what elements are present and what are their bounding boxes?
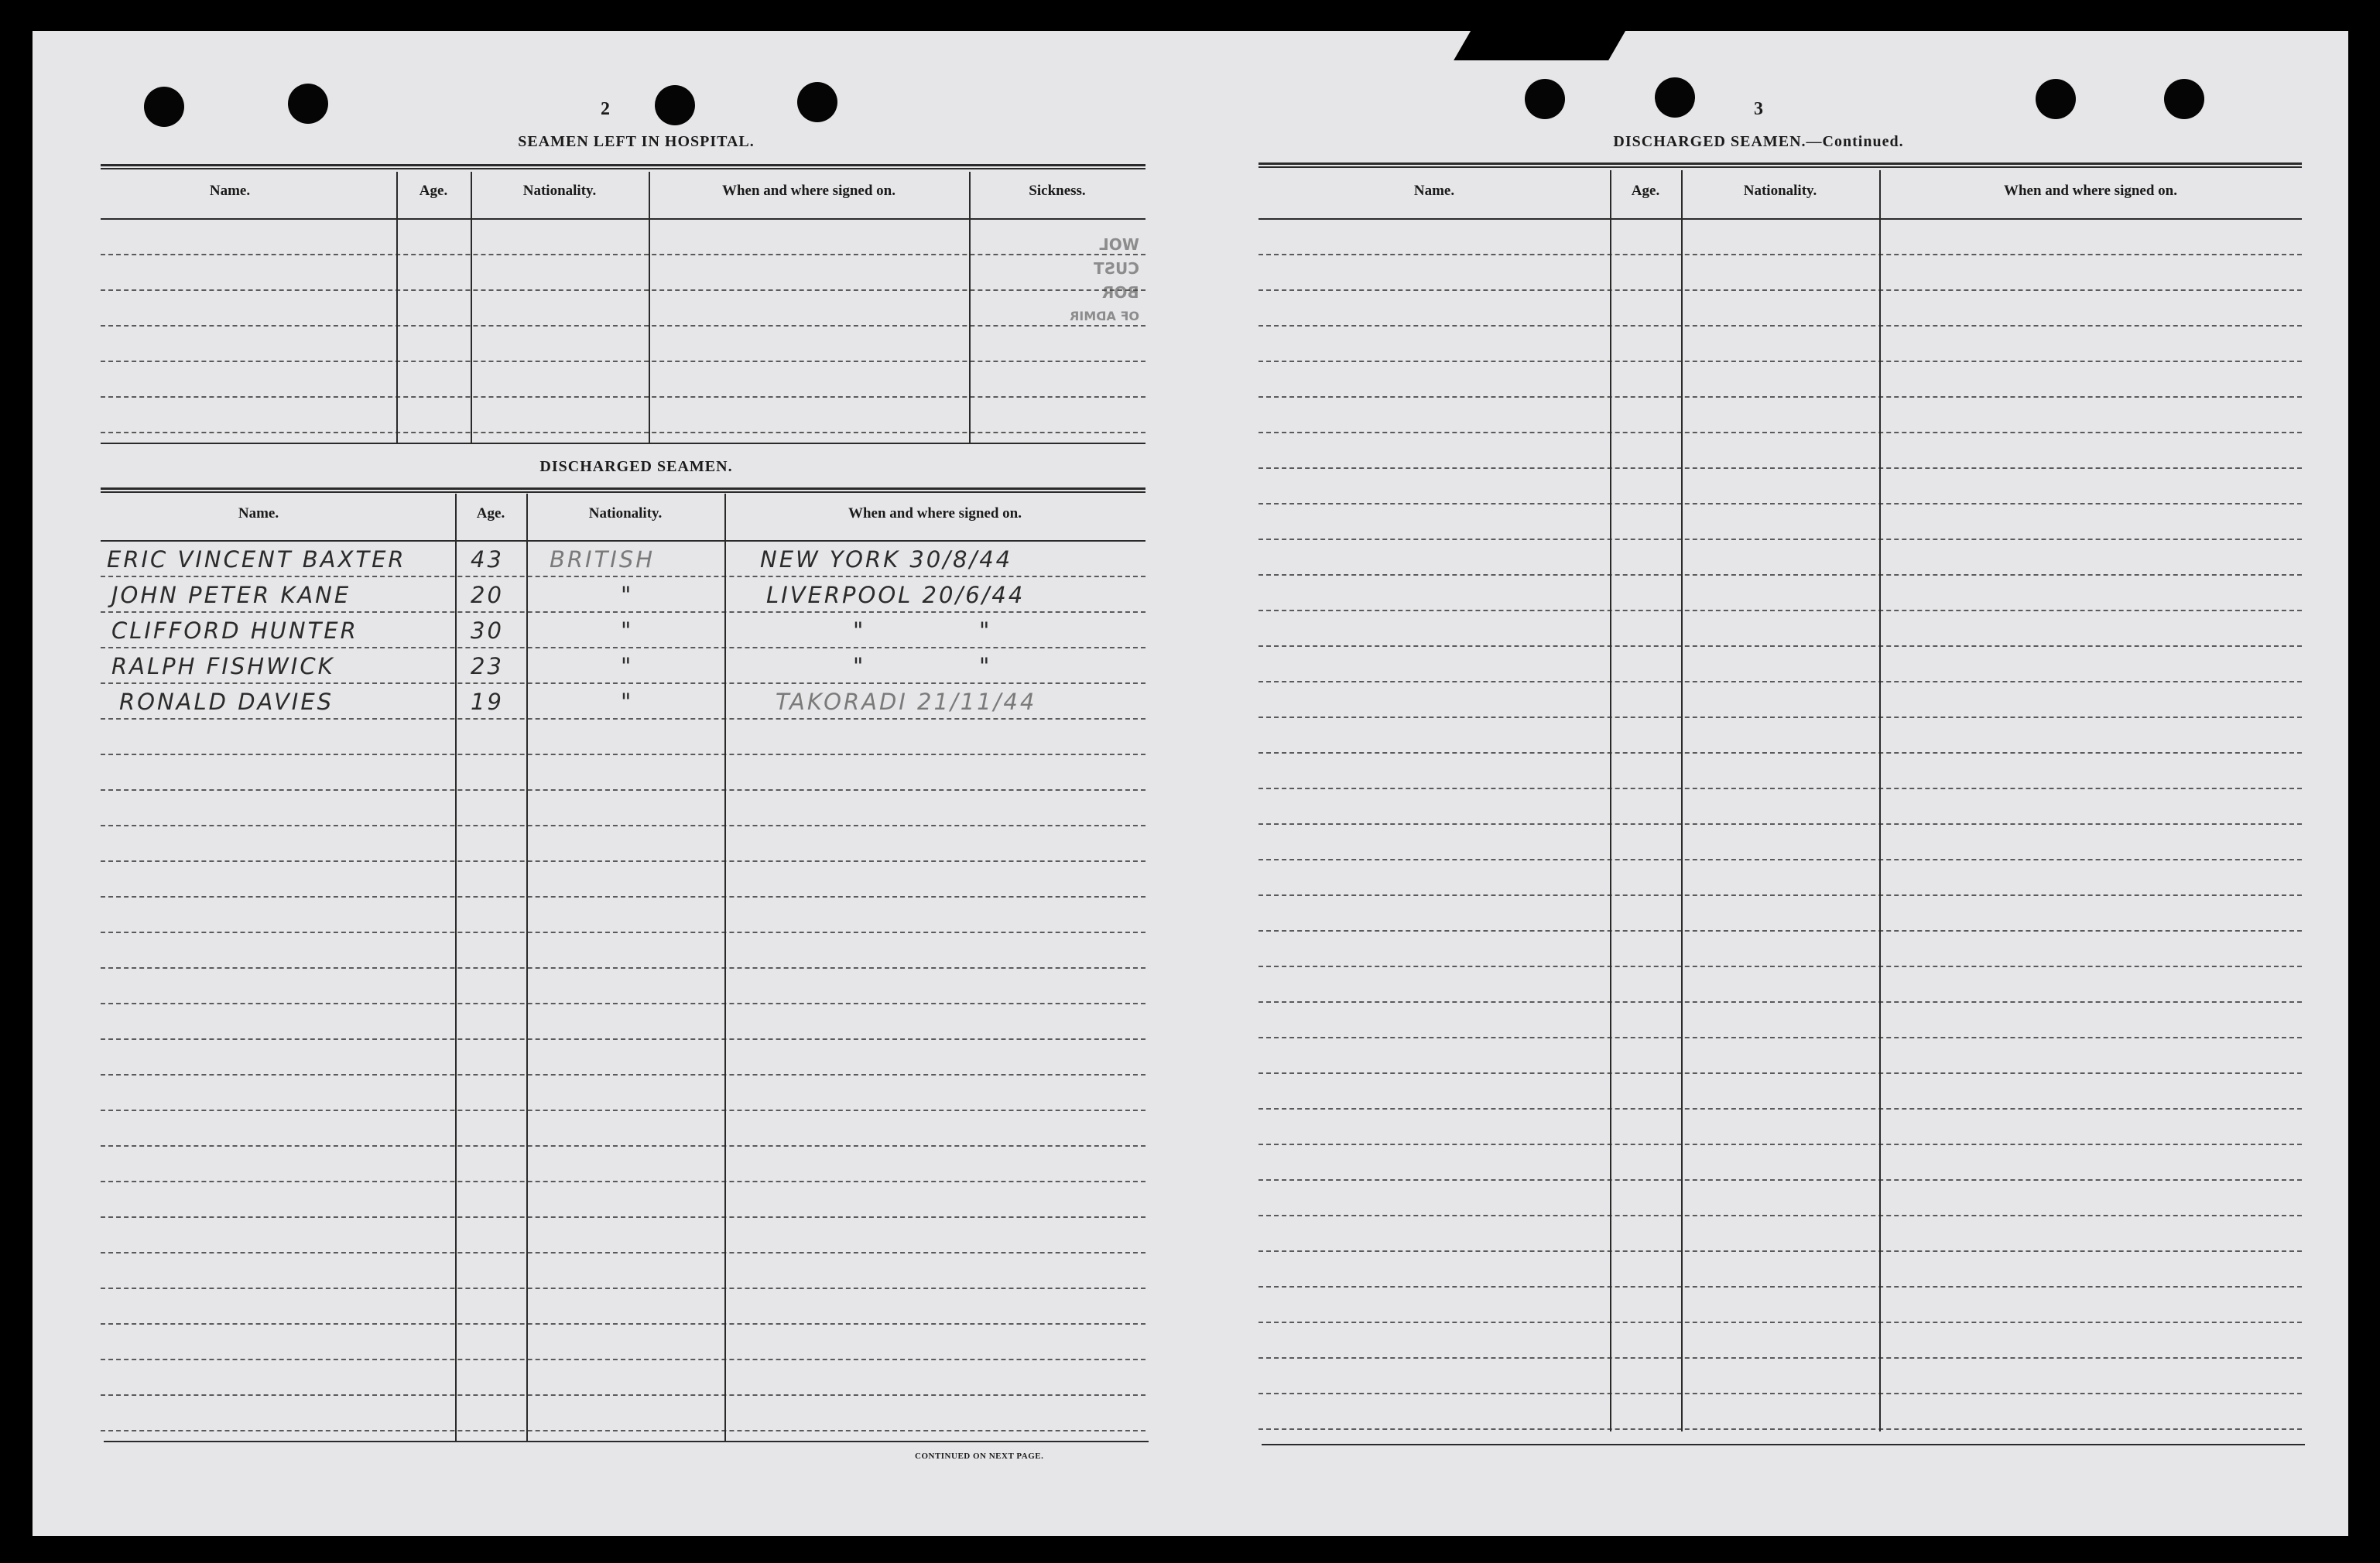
right-col-signed-on: When and where signed on. [2003, 183, 2177, 199]
seaman-name: RALPH FISHWICK [111, 653, 335, 679]
ruled-line [101, 789, 1145, 791]
punch-hole [797, 82, 837, 122]
seaman-signed-on: TAKORADI 21/11/44 [776, 689, 1037, 715]
ruled-line [1258, 1215, 2302, 1216]
rule [101, 289, 1145, 291]
rule [101, 361, 1145, 362]
ruled-line [1258, 681, 2302, 682]
ruled-line [101, 682, 1145, 684]
ruled-line [1258, 788, 2302, 789]
seaman-signed-on: " " [853, 653, 992, 679]
punch-hole [288, 84, 328, 124]
seaman-age: 23 [471, 653, 504, 679]
ruled-line [1258, 396, 2302, 398]
ruled-line [1258, 752, 2302, 754]
hospital-col-signed-on: When and where signed on. [721, 183, 895, 199]
ruled-line [101, 1323, 1145, 1325]
ruled-line [101, 647, 1145, 648]
ruled-line [101, 825, 1145, 826]
document-sheet [33, 31, 2348, 1536]
stamp-line: OF ADMIR [1070, 309, 1139, 323]
rule [101, 254, 1145, 255]
ruled-line [1258, 1037, 2302, 1038]
rule [1262, 1444, 2305, 1445]
punch-hole [655, 85, 695, 125]
seaman-nationality: " [621, 689, 634, 715]
seaman-age: 19 [471, 689, 504, 715]
seaman-signed-on: LIVERPOOL 20/6/44 [766, 582, 1026, 608]
discharged-col-name: Name. [238, 505, 279, 522]
punch-hole [2164, 79, 2204, 119]
ruled-line [1258, 1286, 2302, 1288]
punch-hole [1525, 79, 1565, 119]
ruled-line [101, 1430, 1145, 1431]
seaman-age: 43 [471, 546, 504, 573]
seaman-nationality: " [621, 582, 634, 608]
ruled-line [1258, 1001, 2302, 1003]
hospital-section-title: SEAMEN LEFT IN HOSPITAL. [518, 133, 755, 150]
ruled-line [1258, 717, 2302, 718]
ruled-line [1258, 539, 2302, 540]
ruled-line [1258, 325, 2302, 327]
ink-stamp [992, 234, 1139, 328]
ruled-line [1258, 1322, 2302, 1323]
seaman-age: 30 [471, 617, 504, 644]
discharged-col-nationality: Nationality. [588, 505, 663, 522]
rule [104, 1441, 1149, 1442]
discharged-continued-title: DISCHARGED SEAMEN.—Continued. [1613, 133, 1904, 150]
continued-footer: CONTINUED ON NEXT PAGE. [915, 1452, 1044, 1461]
ruled-line [101, 1110, 1145, 1111]
torn-fold [1454, 31, 1630, 60]
page-number-left: 2 [601, 99, 610, 119]
ruled-line [101, 718, 1145, 720]
punch-hole [2036, 79, 2076, 119]
rule [101, 164, 1145, 169]
ruled-line [1258, 1393, 2302, 1394]
discharged-col-age: Age. [476, 505, 505, 522]
ruled-line [1258, 254, 2302, 255]
rule [101, 443, 1145, 444]
column-divider [649, 172, 650, 444]
ruled-line [101, 1394, 1145, 1396]
ruled-line [101, 1038, 1145, 1040]
seaman-signed-on: " " [853, 617, 992, 644]
punch-hole [144, 87, 184, 127]
column-divider [471, 172, 472, 444]
column-divider [969, 172, 971, 444]
page-number-right: 3 [1754, 99, 1763, 119]
ruled-line [1258, 432, 2302, 433]
seaman-name: RONALD DAVIES [119, 689, 334, 715]
rule [1258, 162, 2302, 168]
ruled-line [1258, 289, 2302, 291]
seaman-name: JOHN PETER KANE [111, 582, 351, 608]
ruled-line [101, 1003, 1145, 1004]
column-divider [1879, 170, 1881, 1431]
column-divider [526, 494, 528, 1442]
rule [101, 540, 1145, 542]
right-col-nationality: Nationality. [1743, 183, 1817, 199]
ruled-line [101, 967, 1145, 969]
ruled-line [1258, 1250, 2302, 1252]
ruled-line [101, 611, 1145, 613]
ruled-line [1258, 574, 2302, 576]
ruled-line [1258, 859, 2302, 860]
seaman-name: ERIC VINCENT BAXTER [107, 546, 406, 573]
ruled-line [101, 932, 1145, 933]
stamp-line: WOL [1099, 235, 1139, 254]
ruled-line [1258, 503, 2302, 504]
column-divider [724, 494, 726, 1442]
ruled-line [101, 1216, 1145, 1218]
column-divider [1681, 170, 1683, 1431]
column-divider [455, 494, 457, 1442]
discharged-section-title: DISCHARGED SEAMEN. [539, 458, 733, 475]
hospital-col-sickness: Sickness. [1029, 183, 1086, 199]
ruled-line [1258, 361, 2302, 362]
rule [1258, 218, 2302, 220]
right-col-name: Name. [1413, 183, 1455, 199]
seaman-nationality: " [621, 653, 634, 679]
ruled-line [101, 1359, 1145, 1360]
stamp-line: CUST [1094, 259, 1139, 278]
seaman-age: 20 [471, 582, 504, 608]
ruled-line [1258, 823, 2302, 825]
ruled-line [101, 1288, 1145, 1289]
ruled-line [101, 1074, 1145, 1076]
column-divider [1610, 170, 1611, 1431]
rule [101, 218, 1145, 220]
rule [101, 487, 1145, 493]
ruled-line [1258, 467, 2302, 469]
discharged-col-signed-on: When and where signed on. [848, 505, 1022, 522]
seaman-nationality: " [621, 617, 634, 644]
ruled-line [101, 1145, 1145, 1147]
hospital-col-nationality: Nationality. [522, 183, 597, 199]
ruled-line [1258, 610, 2302, 611]
ruled-line [101, 576, 1145, 577]
ruled-line [1258, 930, 2302, 932]
seaman-name: CLIFFORD HUNTER [111, 617, 358, 644]
ruled-line [1258, 1144, 2302, 1145]
ruled-line [1258, 1072, 2302, 1074]
seaman-nationality: BRITISH [550, 546, 656, 573]
ruled-line [1258, 894, 2302, 896]
ruled-line [1258, 1428, 2302, 1430]
rule [101, 325, 1145, 327]
rule [101, 396, 1145, 398]
ruled-line [1258, 1108, 2302, 1110]
ruled-line [1258, 645, 2302, 647]
ruled-line [1258, 1179, 2302, 1181]
rule [101, 432, 1145, 433]
ruled-line [101, 754, 1145, 755]
seaman-signed-on: NEW YORK 30/8/44 [760, 546, 1013, 573]
right-col-age: Age. [1631, 183, 1660, 199]
ruled-line [1258, 1357, 2302, 1359]
hospital-col-name: Name. [209, 183, 251, 199]
stamp-line: BOR [1102, 283, 1139, 302]
ruled-line [101, 896, 1145, 898]
ruled-line [101, 860, 1145, 862]
punch-hole [1655, 77, 1695, 118]
ruled-line [1258, 966, 2302, 967]
column-divider [396, 172, 398, 444]
ruled-line [101, 1252, 1145, 1253]
hospital-col-age: Age. [419, 183, 448, 199]
ruled-line [101, 1181, 1145, 1182]
